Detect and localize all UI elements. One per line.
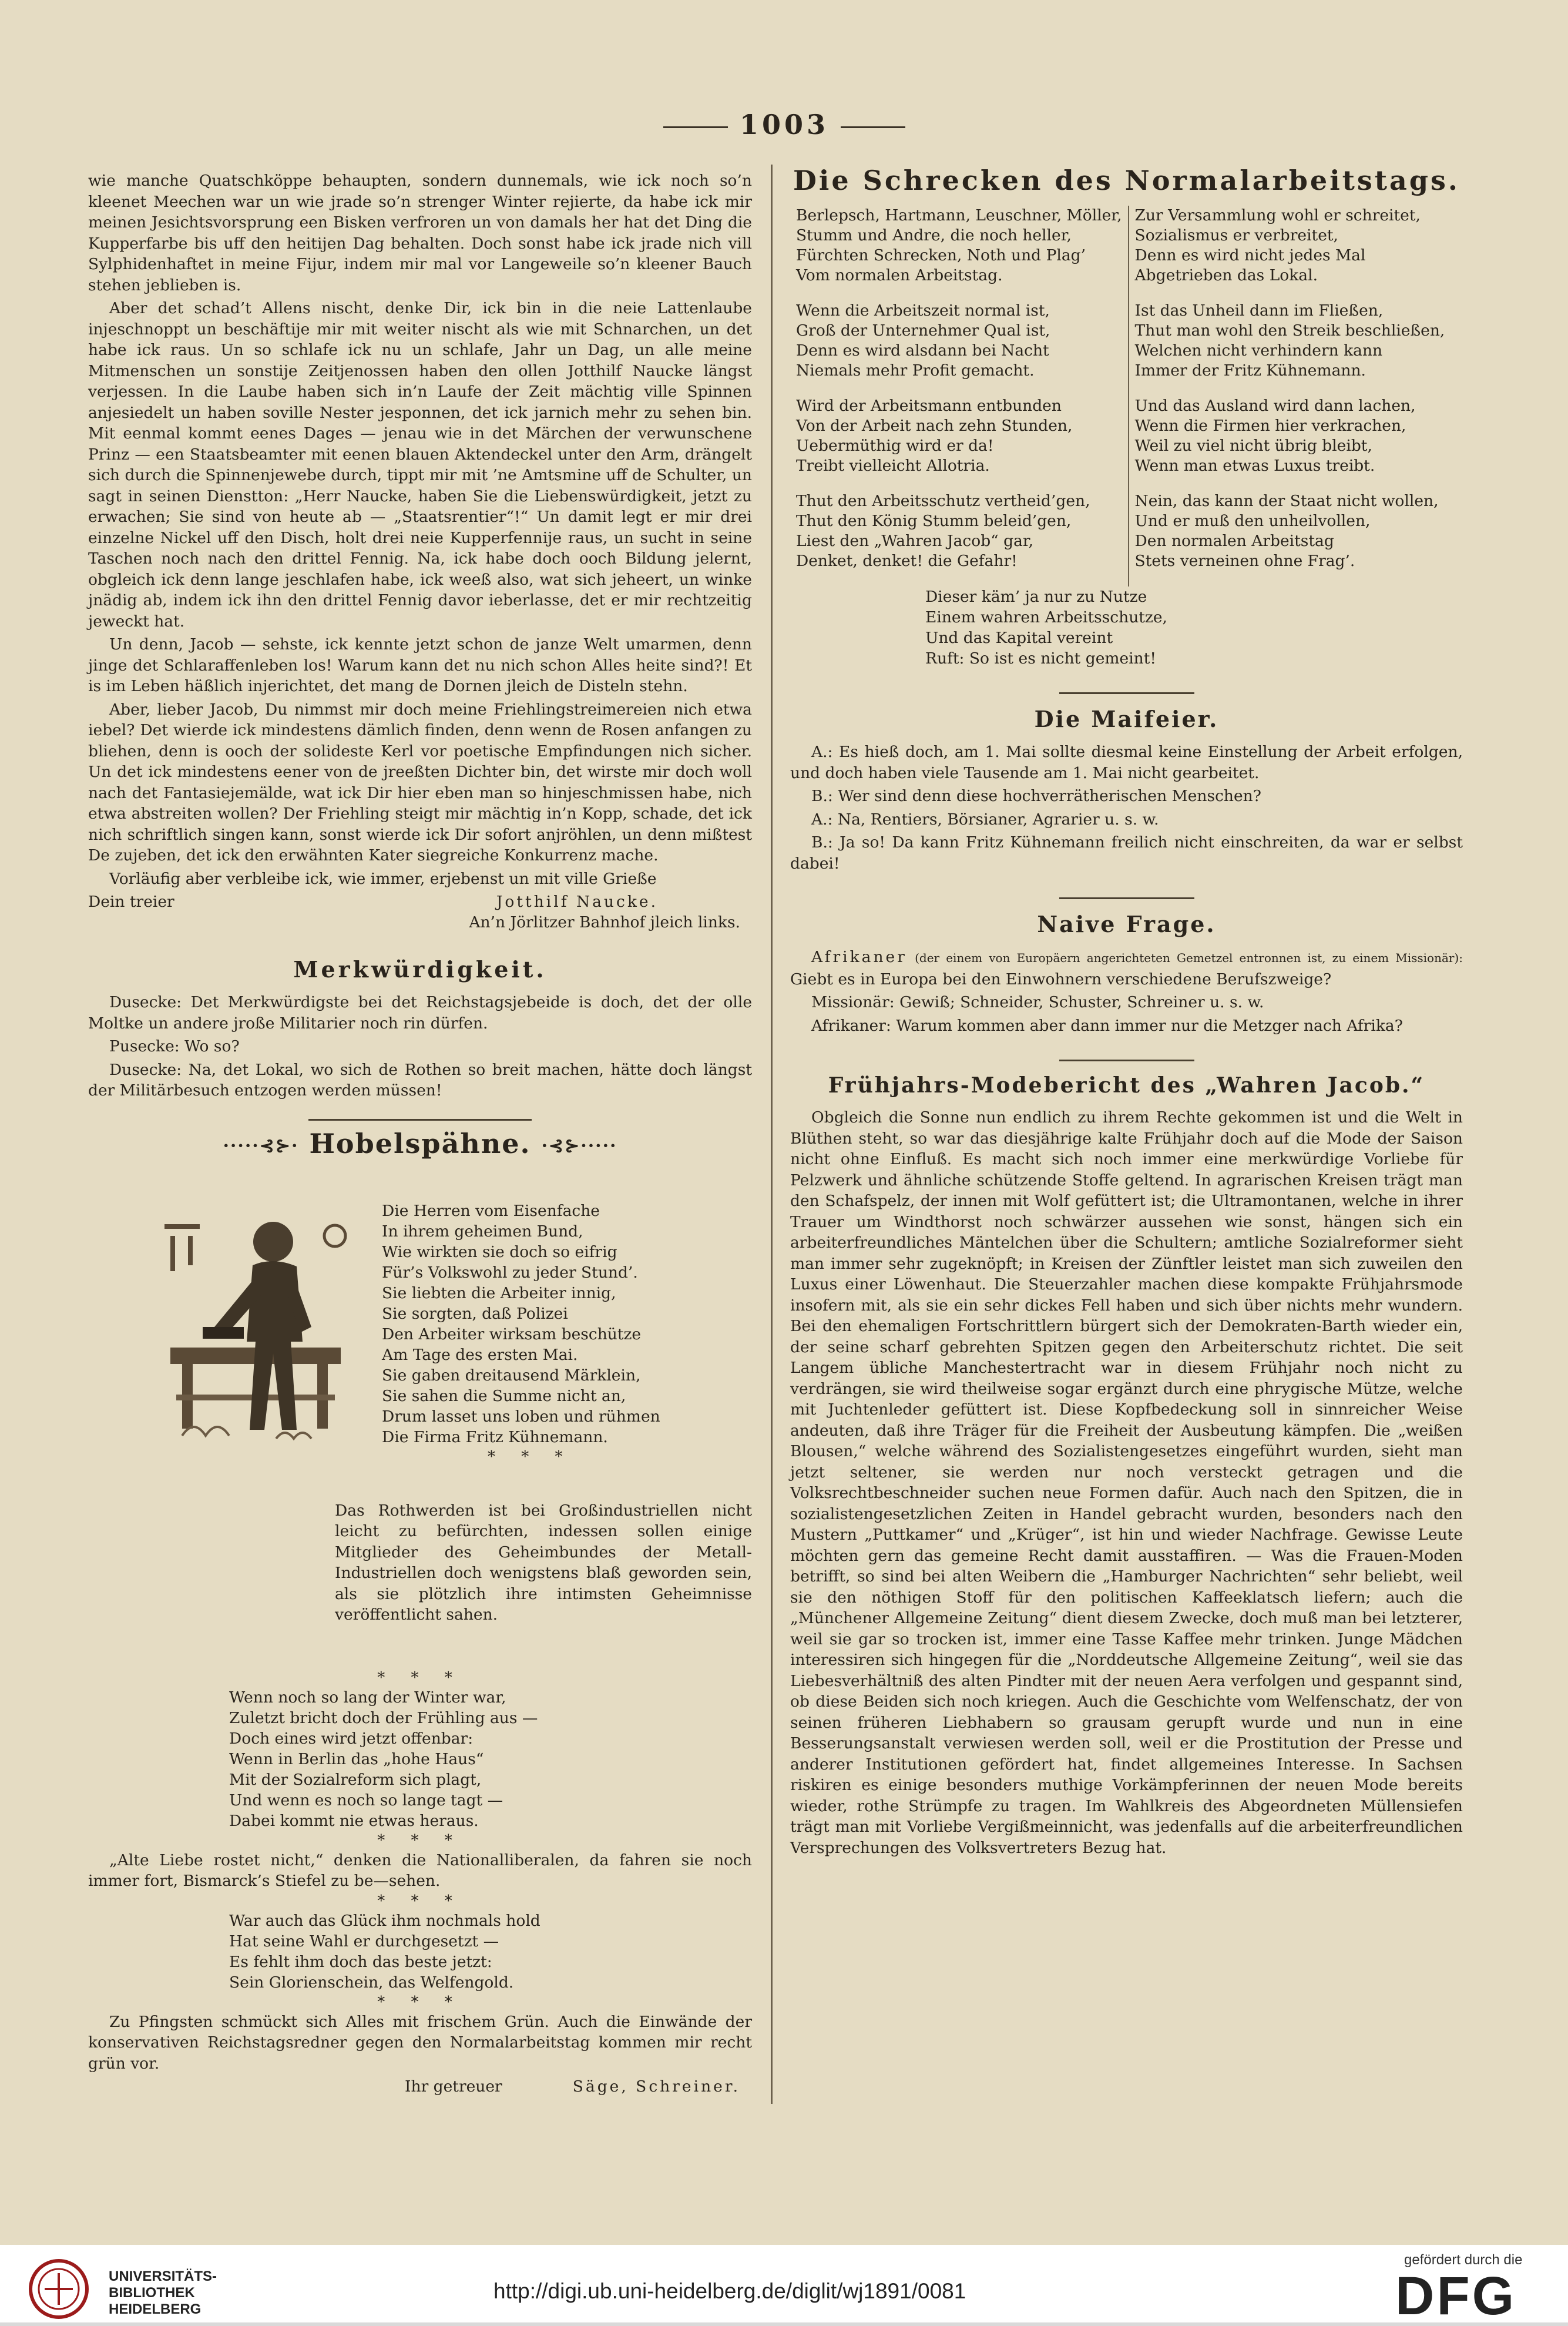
verse-line: Sein Glorienschein, das Welfengold.: [229, 1973, 514, 1992]
poem-line: Thut den König Stumm beleid’gen,: [796, 512, 1072, 530]
right-column: [790, 165, 1463, 1861]
poem-line: Nein, das kann der Staat nicht wollen,: [1134, 492, 1439, 510]
schrecken-poem: [790, 206, 1463, 586]
verse-line: Die Herren vom Eisenfache: [382, 1201, 600, 1220]
dialogue-line: Dusecke: Na, det Lokal, wo sich de Rothen so breit machen, hätte doch längst der Militärbesuch entzogen werden müssen!: [88, 1060, 752, 1100]
modebericht-title: Frühjahrs-Modebericht des „Wahren Jacob.“: [828, 1073, 1425, 1098]
dialogue-line: Afrikaner: Warum kommen aber dann immer nur die Metzger nach Afrika?: [811, 1016, 1403, 1035]
letter-paragraph: Aber det schad’t Allens nischt, denke Dir, ick bin in die neie Lattenlaube injeschnoppt un beschäftije mir mit weiter nischt als wie mit Schnarchen, un det habe ick raus. Un so schlafe ick nu un schlafe, Jahr un Dag, un alle meine Mitmenschen un sonstije Zeitjenossen haben den ollen Jotthilf Naucke längst verjessen. In die Laube haben sich in’n Laufe der Zeit mächtig ville Spinnen anjesiedelt un haben soville Nester jesponnen, det ick jarnich mehr zu sehen bin. Mit eenmal kommt eenes Dages — jenau wie in det Märchen der verwunschene Prinz — een Staatsbeamter mit eenen blauen Aktendeckel unter den Arm, drängelt sich durch die Spinnenjewebe durch, tippt mir mit ’ne Amtsmine uff de Schulter, un sagt in seinen Dienstton: „Herr Naucke, haben Sie die Liebenswürdigkeit, jetzt zu erwachen; Sie sind von heute ab — „Staatsrentier“!“ Un damit legt er mir drei einzelne Nickel uff den Disch, holt drei neie Kupperfennije raus, un sucht in seine Taschen noch nach den drittel Fennig. Na, ick habe doch ooch Bildung jelernt, obgleich ick denn lange jeschlafen habe, ick weeß also, wat sich jeheert, un winke jnädig ab, indem ick ihn den drittel Fennig davor ieberlasse, det er mir rechtzeitig jeweckt hat.: [88, 299, 752, 631]
poem-line: Stumm und Andre, die noch heller,: [796, 226, 1072, 244]
poem-line: Abgetrieben das Lokal.: [1134, 266, 1318, 284]
prose-paragraph: Das Rothwerden ist bei Großindustriellen nicht leicht zu befürchten, indessen sollen einige Mitglieder des Geheimbundes der Metall-Industriellen doch wenigstens blaß geworden sein, als sie plötzlich ihre intimsten Geheimnisse veröffentlicht sahen.: [335, 1501, 752, 1624]
dialogue-line: A.: Es hieß doch, am 1. Mai sollte diesmal keine Einstellung der Arbeit erfolgen, und doch haben viele Tausende am 1. Mai nicht gearbeitet.: [790, 743, 1463, 782]
poem-line: Weil zu viel nicht übrig bleibt,: [1134, 437, 1372, 455]
separator-stars: * * *: [377, 1993, 463, 2011]
poem-line: Stets verneinen ohne Frag’.: [1134, 552, 1355, 570]
poem-stanza: [1129, 206, 1463, 301]
university-seal-icon: [23, 2257, 94, 2321]
poem-stanza: [790, 491, 1129, 586]
institution-name: [109, 2268, 217, 2318]
section-rule: [1059, 1060, 1194, 1061]
poem-line: Treibt vielleicht Allotria.: [796, 457, 990, 475]
poem-line: Fürchten Schrecken, Noth und Plag’: [796, 246, 1086, 264]
poem-line: Ist das Unheil dann im Fließen,: [1134, 301, 1384, 320]
hobelspaehne-title-row: [88, 1128, 752, 1159]
page-number-rule-right: [841, 126, 905, 128]
dfg-logo: DFG: [1395, 2266, 1517, 2326]
separator-stars: * * *: [377, 1892, 463, 1910]
verse-line: Sie sorgten, daß Polizei: [382, 1304, 568, 1323]
ornament-left: ·····⊰⊱·: [223, 1135, 299, 1156]
letter-closing: [88, 891, 752, 912]
page-number: [646, 109, 922, 140]
poem-stanza: [1129, 301, 1463, 396]
poem-line: Welchen nicht verhindern kann: [1134, 341, 1383, 360]
section-rule: [1059, 897, 1194, 899]
poem-stanza: [1129, 491, 1463, 586]
speaker-note: (der einem von Europäern angerichteten Gemetzel entronnen ist, zu einem Missionär):: [915, 951, 1463, 965]
poem-stanza: [1129, 396, 1463, 491]
poem-line: Immer der Fritz Kühnemann.: [1134, 361, 1366, 380]
separator-stars: * * *: [377, 1668, 463, 1687]
closing-line: Dein treier: [88, 893, 174, 911]
poem-stanza: [790, 301, 1129, 396]
funding-caption: gefördert durch die: [1404, 2252, 1523, 2268]
left-column: [88, 170, 752, 2097]
separator-stars: * * *: [377, 1831, 463, 1849]
prose-paragraph: „Alte Liebe rostet nicht,“ denken die Nationalliberalen, da fahren sie noch immer fort, Bismarck’s Stiefel zu be—sehen.: [88, 1851, 752, 1890]
poem-line: Denn es wird alsdann bei Nacht: [796, 341, 1049, 360]
poem-line: Und das Kapital vereint: [925, 629, 1113, 647]
dialogue-line: Missionär: Gewiß; Schneider, Schuster, Schreiner u. s. w.: [811, 993, 1264, 1011]
poem-line: Von der Arbeit nach zehn Stunden,: [796, 417, 1073, 435]
poem-line: Ruft: So ist es nicht gemeint!: [925, 649, 1157, 668]
letter-paragraph: Vorläufig aber verbleibe ick, wie immer, erjebenst un mit ville Grieße: [109, 869, 657, 888]
verse-line: Hat seine Wahl er durchgesetzt —: [229, 1932, 499, 1950]
section-rule: [308, 1119, 532, 1121]
prose-paragraph: Zu Pfingsten schmückt sich Alles mit frischem Grün. Auch die Einwände der konservativen Reichstagsredner gegen den Normalarbeitstag kommen mir recht grün vor.: [88, 2012, 752, 2073]
poem-line: Dieser käm’ ja nur zu Nutze: [925, 588, 1147, 606]
page-number-text: 1003: [739, 109, 830, 140]
letter-address: An’n Jörlitzer Bahnhof jleich links.: [469, 913, 740, 931]
institution-line: HEIDELBERG: [109, 2301, 202, 2317]
section-rule: [1059, 692, 1194, 694]
institution-line: UNIVERSITÄTS-: [109, 2268, 217, 2284]
signature-name: Säge, Schreiner.: [572, 2077, 740, 2096]
hobelspaehne-title: Hobelspähne.: [309, 1127, 531, 1159]
letter-signature: Jotthilf Naucke.: [496, 893, 658, 911]
institution-line: BIBLIOTHEK: [109, 2285, 195, 2301]
poem-line: Groß der Unternehmer Qual ist,: [796, 321, 1050, 340]
poem-line: Thut den Arbeitsschutz vertheid’gen,: [796, 492, 1090, 510]
poem-line: Und das Ausland wird dann lachen,: [1134, 397, 1416, 415]
verse-line: Dabei kommt nie etwas heraus.: [229, 1811, 479, 1830]
maifeier-title: Die Maifeier.: [1034, 706, 1219, 732]
poem-line: Den normalen Arbeitstag: [1134, 532, 1334, 550]
verse-line: Es fehlt ihm doch das beste jetzt:: [229, 1952, 492, 1971]
naive-frage-title: Naive Frage.: [1037, 911, 1216, 937]
dialogue-line: B.: Wer sind denn diese hochverrätherischen Menschen?: [811, 787, 1261, 805]
poem-line: Vom normalen Arbeitstag.: [796, 266, 1003, 284]
verse-line: Wenn in Berlin das „hohe Haus“: [229, 1749, 484, 1768]
modebericht-paragraph: Obgleich die Sonne nun endlich zu ihrem Rechte gekommen ist und die Welt in Blüthen steht, so war das diesjährige kalte Frühjahr doch auf die Mode der Saison nicht ohne Einfluß. Es macht sich noch immer eine merkwürdige Vorliebe für Pelzwerk und ähnliche schützende Stoffe geltend. In agrarischen Kreisen trägt man den Schafspelz, der innen mit Wolf gefüttert ist; die Ultramontanen, welche in ihrer Trauer um Windthorst noch schwärzer aussehen wie sonst, hängen sich ein arbeiterfreundliches Mäntelchen über die Schultern; amtliche Sozialreformer sieht man immer sehr zugeknöpft; in Kreisen der Zünftler leistet man sich zuweilen den Luxus einer Löwenhaut. Die Steuerzahler machen diese kompakte Frühjahrsmode insofern mit, als sie ein sehr dickes Fell haben und sich über nichts mehr wundern. Bei den ehemaligen Fortschrittlern bürgert sich der Demokraten-Barth wieder ein, der seine scharf gebrehten Spitzen gegen den Arbeiterschutz richtet. Die seit Langem übliche Manchestertracht war in diesem Frühjahr noch nicht zu verdrängen, sie wird theilweise sogar ergänzt durch eine phrygische Mütze, welche mit Juchtenleder gefüttert ist. Diese Kopfbedeckung soll in sinnreicher Weise andeuten, daß ihre Träger für die Freiheit der Ausbeutung kämpfen. Die „weißen Blousen,“ welche während des Sozialistengesetzes eingeführt wurden, sieht man jetzt seltener, sie werden nur noch versteckt getragen und die Volksrechtbeschneider suchen neue Formen dafür. Auch nach den Spitzen, die in sozialistengesetzlichen Zeiten in Handel gebracht wurden, besonders nach den Mustern „Puttkamer“ und „Krüger“, ist hin und wieder Nachfrage. Gewisse Leute möchten gern das gemeine Recht damit ausstaffiren. — Was die Frauen-Moden betrifft, so sind bei alten Weibern die „Hamburger Nachrichten“ sehr beliebt, weil sie den nöthigen Stoff für den politischen Kaffeeklatsch liefern; auch die „Münchener Allgemeine Zeitung“ dient diesem Zwecke, doch muß man bei letzterer, weil sie gar so trocken ist, immer eine Tasse Kaffee mehr trinken. Junge Mädchen interessiren sich hingegen für die „Norddeutsche Allgemeine Zeitung“, weil sie das Liebesverhältniß des alten Pindter mit der neuen Aera verfolgen und gespannt sind, ob diese Beiden sich noch kriegen. Auch die Geschichte vom Welfenschatz, der von seinen früheren Liebhabern so grausam gerupft wurde und nun in eine Besserungsanstalt verwiesen werden soll, weil er die Prostitution der Presse und anderer Institutionen gefördert hat, findet allgemeines Interesse. In Sachsen riskiren es einige besonders muthige Vorkämpferinnen der neuen Mode bereits wieder, rothe Strümpfe zu tragen. Im Wahlkreis des Abgeordneten Müllensiefen trägt man mit Vorliebe Vergißmeinnicht, was jedenfalls auf die arbeiterfreundlichen Versprechungen des Volksvertreters Bezug hat.: [790, 1108, 1463, 1857]
letter-paragraph: Un denn, Jacob — sehste, ick kennte jetzt schon de janze Welt umarmen, denn jinge det Schlaraffenleben los! Warum kann det nu nich schon Alles heite sind?! Et is im Leben häßlich injerichtet, det mang de Dornen jleich de Disteln stehn.: [88, 635, 752, 695]
poem-line: Einem wahren Arbeitsschutze,: [925, 608, 1167, 626]
verse-line: Doch eines wird jetzt offenbar:: [229, 1729, 474, 1748]
poem-line: Uebermüthig wird er da!: [796, 437, 994, 455]
hobelspaehne-prose: [88, 1500, 752, 1628]
poem-line: Liest den „Wahren Jacob“ gar,: [796, 532, 1034, 550]
verse-line: In ihrem geheimen Bund,: [382, 1222, 583, 1241]
verse-line: Den Arbeiter wirksam beschütze: [382, 1325, 642, 1343]
verse-line: Am Tage des ersten Mai.: [382, 1345, 578, 1364]
poem-stanza: [790, 396, 1129, 491]
letter-paragraph: Aber, lieber Jacob, Du nimmst mir doch meine Friehlingstreimereien nich etwa iebel? Det wierde ick mindestens dämlich finden, denn wenn de Rosen anfangen zu bliehen, denn is ooch der solideste Kerl vor poetische Empfindungen nich sicher. Un det ick mindestens eener von de jreeßten Dichter bin, det wirste mir doch woll nach det Fantasiejemälde, wat ick Dir hier eben man so hinjeschmissen habe, nich etwa abstreiten wollen? Der Friehling steigt mir mächtig in’n Kopp, schade, det ick nich schriftlich singen kann, sonst wierde ick Dir sofort anjröhlen, un denn mißtest De zujeben, det ick den erwähnten Kater siegreiche Konkurrenz mache.: [88, 700, 752, 864]
dialogue-line: Pusecke: Wo so?: [109, 1037, 240, 1055]
verse-line: Für’s Volkswohl zu jeder Stund’.: [382, 1263, 638, 1282]
verse-line: Die Firma Fritz Kühnemann.: [382, 1427, 608, 1446]
poem-line: Wird der Arbeitsmann entbunden: [796, 397, 1062, 415]
source-url-link[interactable]: http://digi.ub.uni-heidelberg.de/diglit/wj1891/0081: [493, 2279, 966, 2303]
poem-line: Denn es wird nicht jedes Mal: [1134, 246, 1366, 264]
verse-line: Wenn noch so lang der Winter war,: [229, 1688, 506, 1707]
dialogue-line: A.: Na, Rentiers, Börsianer, Agrarier u. s. w.: [811, 810, 1159, 829]
letter-paragraph: wie manche Quatschköppe behaupten, sondern dunnemals, wie ick noch so’n kleenet Meechen war un wie jrade so’n strenger Winter rejierte, da habe ick mir meinen Jesichtsvorsprung een Bisken verfroren un von damals her hat det Ding die Kupperfarbe bis uff den heitijen Dag behalten. Doch sonst habe ick jrade nich vill Sylphidenhaftet in meine Fijur, indem mir mal vor Langeweile so’n kleener Bauch stehen jeblieben is.: [88, 172, 752, 294]
verse-line: Wie wirkten sie doch so eifrig: [382, 1242, 617, 1261]
poem-line: Berlepsch, Hartmann, Leuschner, Möller,: [796, 206, 1122, 224]
dialogue-line: [790, 947, 1463, 990]
poem-stanza: [790, 206, 1129, 301]
poem-line: Denket, denket! die Gefahr!: [796, 552, 1018, 570]
poem-line: Zur Versammlung wohl er schreitet,: [1134, 206, 1421, 224]
dialogue-line: Dusecke: Det Merkwürdigste bei det Reichstagsjebeide is doch, det der olle Moltke un andere jroße Militarier noch rin dürfen.: [88, 993, 752, 1033]
poem-line: Sozialismus er verbreitet,: [1134, 226, 1338, 244]
verse-line: Sie sahen die Summe nicht an,: [382, 1386, 626, 1405]
poem-line: Thut man wohl den Streik beschließen,: [1134, 321, 1445, 340]
separator-stars: * * *: [488, 1447, 573, 1466]
verse-line: Sie liebten die Arbeiter innig,: [382, 1283, 616, 1302]
poem-line: Wenn die Firmen hier verkrachen,: [1134, 417, 1406, 435]
schrecken-final-stanza: [925, 586, 1463, 669]
verse-block-2: [229, 1687, 752, 1831]
schrecken-title: Die Schrecken des Normalarbeitstags.: [793, 165, 1460, 196]
ornament-right: ·⊰⊱·····: [541, 1135, 617, 1156]
verse-line: Mit der Sozialreform sich plagt,: [229, 1770, 482, 1789]
digitization-footer: [0, 2245, 1568, 2326]
hobelspaehne-verse: [382, 1201, 660, 1466]
verse-line: Drum lasset uns loben und rühmen: [382, 1407, 660, 1426]
poem-line: Niemals mehr Profit gemacht.: [796, 361, 1035, 380]
hobelspaehne-signature: [88, 2076, 740, 2097]
signature-greeting: Ihr getreuer: [405, 2077, 502, 2096]
verse-block-3: [229, 1911, 752, 1993]
verse-line: Zuletzt bricht doch der Frühling aus —: [229, 1708, 538, 1727]
verse-line: War auch das Glück ihm nochmals hold: [229, 1911, 540, 1930]
poem-line: Wenn man etwas Luxus treibt.: [1134, 457, 1375, 475]
speaker-name: Afrikaner: [811, 948, 907, 966]
hobelspaehne-continued: [88, 1668, 752, 2097]
carpenter-illustration: [159, 1201, 352, 1447]
page-number-rule-left: [663, 126, 728, 128]
column-divider: [771, 165, 773, 2104]
hobelspaehne-block: [88, 1159, 752, 1659]
poem-line: Wenn die Arbeitszeit normal ist,: [796, 301, 1050, 320]
verse-line: Und wenn es noch so lange tagt —: [229, 1791, 503, 1809]
dialogue-line: B.: Ja so! Da kann Fritz Kühnemann freilich nicht einschreiten, da war er selbst dabei!: [790, 833, 1463, 873]
poem-line: Und er muß den unheilvollen,: [1134, 512, 1371, 530]
verse-line: Sie gaben dreitausend Märklein,: [382, 1366, 641, 1385]
speaker-text: Giebt es in Europa bei den Einwohnern verschiedene Berufszweige?: [790, 970, 1332, 988]
merkwuerdigkeit-title: Merkwürdigkeit.: [293, 956, 547, 983]
